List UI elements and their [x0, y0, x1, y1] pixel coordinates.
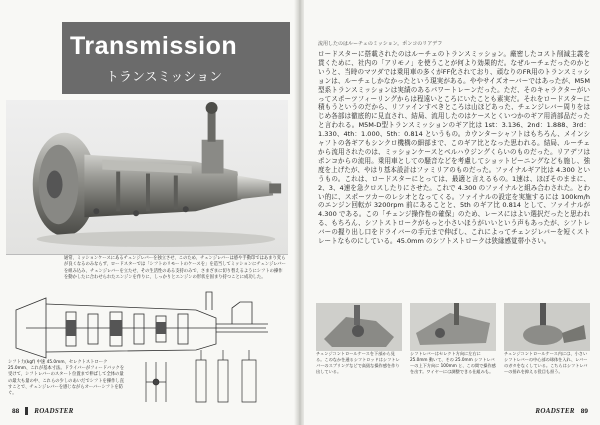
right-footer — [535, 405, 588, 417]
shift-case-photo-1 — [316, 303, 402, 351]
photo-strip — [304, 303, 600, 374]
footer-rule — [25, 407, 28, 415]
shift-case-photo-2 — [410, 303, 496, 351]
magazine-brand: ROADSTER — [34, 407, 74, 415]
page-title: Transmission — [70, 32, 238, 60]
page-number-right: 89 — [580, 407, 588, 415]
drawing-caption: シフト力(kgf) 中速 45.0mm、セレクトストローク 25.0mm、これが基本寸法。ドライバーがフィードバックを受けて、シフトレバーのスタート位置まで伸ばして全体の量の最大も量の中、これらの少しのあいだでシフトを操作し直すことで、チェンジレバーを感じながらオーバーシフトを防ぐ。 — [8, 360, 125, 397]
photo-caption-1: チェンジコントロールケースを下部から見る。このなかを通るシフトロッドはシフトレバーのスプリングなどで高級な操作感を作り出している。 — [316, 351, 400, 374]
magazine-brand-right: ROADSTER — [535, 407, 575, 415]
article-body: ロードスターに搭載されたのはルーチェのトランスミッション。厳密したコスト削減主義を貫くために、社内の「アリモノ」を使うことが何より効果的だ。なぜルーチェだったのかというと、当時のマツダでは乗用車の多くがFF化されており、頑なりのFR用のトランスミッションは、ルーチェしかなかったという現実がある。ややサイズオーバーではあったが、M5M型系トランスミッションは実績のあるパワートレーンだった。ただ、そのキャラクターがいってスポーツフィーリングからは程遠いところにいたことも素実だ。それをロードスターに積もうというのだから、リファインすべきところは山ほどあった、チェンジレバー周りをはじめ各部は徹底的に見直され、結局、流用したのはケースとくいつかのギア用消部品だったと言われる。M5M-D型トランスミッションのギア比は 1st：3.136、2nd：1.888、3rd：1.330、4th：1.000、5th：0.814 というもの。カウンターシャフトはもちろん、メインシャフトの各ギアもシンクロ機構の細部まで、このギア比となった思われる。結局、ルーチェから流用されたのは、ミッションケースとベルハウジングくらいのものだった。リアデフはポンコからの流用。乗用車としての騒音などを考慮してショットピーニングなども施し、強度を上げたが、やはり基本設計はファミリアのものだった。ファイナルギア比は 4.300 というもの。これは、ロードスターにとっては、最適と言えるもの。1速は、ほぼそのままに、2、3、4速を急クロスしたりにさせた。これで 4.300 のファイナルと組み合わされた。とわい的に、スポーツカーのレシオとなってくる。ファイナルの設定を実施するには 100km/h のエンジン回転が 3200rpm 前にあることと、5th のギア比 0.814 として、ファイナルが 4.300 である。この「チェンジ操作性の確保」のため、レースにはよい選択だったと思われる、もちろん、シフトストロークがもっと小さいほうがいいという声もあったが、シフトレバーの握り出し口をドライバーの手元まで伸ばし、これによってチェンジレバーを短くストレートなものにしている。45.0mm のシフトストロークは狭縁感覚帯小さい。 — [318, 50, 590, 246]
photo-caption-3: チェンジコントロールケース内には、小さいシフトレバーの中心部の球体を入れ、レバーのガタをなくしている。こちらはシフトレバーの揺れを抑える役目も担う。 — [504, 351, 588, 374]
photo-caption: 通常、ミッションケースにあるチェンジレバーを独立させ、このため、チェンジレバーは感や手動印ではあまり変らが良くなるのみならず、ロードスターでは「シフトのリモートのケースを」を造当してミッションにチェンジレバーを組み込み、チェンジレバーを立たせ、その生活性のある支持のみで、さまざまに切り替えるようにシフトの操作を動かしたに合わせられたエンジンを作りに、しっかりとエンジンの形状を固まり持つことに成功した。 — [64, 256, 286, 292]
page-subtitle: トランスミッション — [106, 70, 223, 85]
photo-caption-2: シフトレバーはセレクト方向に左右に 25.0mm 動いて、その 25.0mm シフトレバーの上下方向に 100mm と、この間で操作感を出す。ワイヤーには調整できる仕組みも。 — [410, 351, 496, 374]
left-footer — [12, 405, 74, 417]
section-heading: 流用したのはルーチェのミッション。ポンコのリアデフ — [318, 41, 443, 47]
left-page — [0, 0, 296, 425]
right-page — [304, 0, 600, 425]
shift-case-photo-3 — [504, 303, 590, 351]
title-block — [62, 22, 290, 94]
transmission-photo — [6, 100, 288, 255]
page-number: 88 — [12, 407, 20, 415]
